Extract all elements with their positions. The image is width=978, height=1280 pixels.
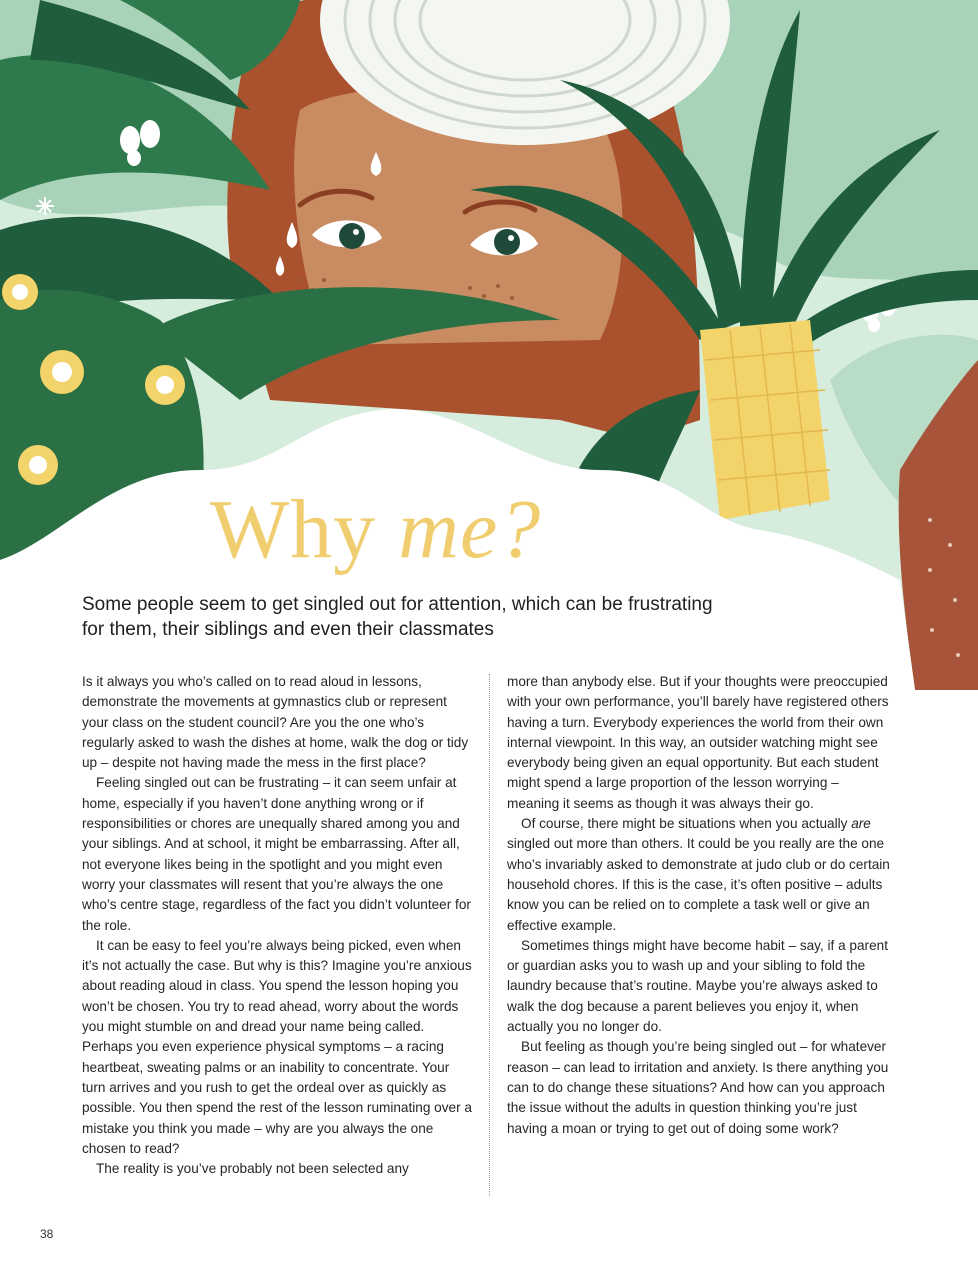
page-number: 38 (40, 1227, 54, 1241)
article-title (210, 483, 542, 576)
text-run: singled out more than others. It could be you really are the one who’s invariably asked to demonstrate at judo club or do certain household chores. If this is the case, it’s often positive – adults know you can be relied on to complete a task well or give an effective example. (507, 836, 890, 933)
title-emphasis: me? (398, 483, 542, 576)
body-paragraph: The reality is you’ve probably not been selected any (96, 1161, 409, 1177)
yellow-pot (700, 320, 830, 520)
body-paragraph: Is it always you who’s called on to read aloud in lessons, demonstrate the movements at gymnastics club or represent your class on the student council? Are you the one who’s regularly asked to wash the dishes at home, walk the dog or tidy up – despite not having made the mess in the first place? (82, 674, 469, 771)
title-main: Why (210, 483, 399, 576)
body-paragraph: more than anybody else. But if your thoughts were preoccupied with your own performance, you’ll barely have registered others having a turn. Everybody experiences the world from their own internal viewpoint. In this way, an outsider watching might see everybody being given an equal opportunity. But each student might spend a large proportion of the lesson worrying – meaning it seems as though it was always their go. (507, 674, 889, 811)
flower-icon (18, 445, 58, 485)
body-column-left (82, 672, 474, 1179)
column-divider (489, 674, 490, 1196)
emphasis-text: are (851, 816, 871, 832)
body-paragraph (507, 814, 891, 936)
text-run: Of course, there might be situations when you actually (521, 816, 852, 832)
body-paragraph: It can be easy to feel you’re always being picked, even when it’s not actually the case. But why is this? Imagine you’re anxious about reading aloud in class. You spend the lesson hoping you won’t be chosen. You try to read ahead, worry about the words you might stumble on and dread your name being called. Perhaps you even experience physical symptoms – a racing heartbeat, sweating palms or an inability to concentrate. Your turn arrives and you rush to get the ordeal over as quickly as possible. You then spend the rest of the lesson ruminating over a mistake you think you made – why are you always the one chosen to read? (82, 937, 472, 1156)
flower-icon (2, 274, 38, 310)
flower-icon (145, 365, 185, 405)
body-paragraph: Sometimes things might have become habit – say, if a parent or guardian asks you to wash up and your sibling to fold the laundry because that’s routine. Maybe you’re always asked to walk the dog because a parent believes you enjoy it, when actually you no longer do. (507, 937, 888, 1035)
standfirst: Some people seem to get singled out for attention, which can be frustrating for them, their siblings and even their classmates (82, 594, 713, 640)
body-paragraph: But feeling as though you’re being singled out – for whatever reason – can lead to irritation and anxiety. Is there anything you can to do change these situations? And how can you approach the issue without the adults in question thinking you’re just having a moan or trying to get out of doing some work? (507, 1039, 889, 1136)
flower-icon (40, 350, 84, 394)
body-column-right (507, 672, 891, 1139)
body-paragraph: Feeling singled out can be frustrating – it can seem unfair at home, especially if you haven’t done anything wrong or if responsibilities or chores are unequally shared among you and your siblings. And at school, it might be embarrassing. After all, not everyone likes being in the spotlight and you might even worry your classmates will resent that you’re always the one who’s centre stage, regardless of the fact you didn’t volunteer for the role. (82, 775, 471, 933)
